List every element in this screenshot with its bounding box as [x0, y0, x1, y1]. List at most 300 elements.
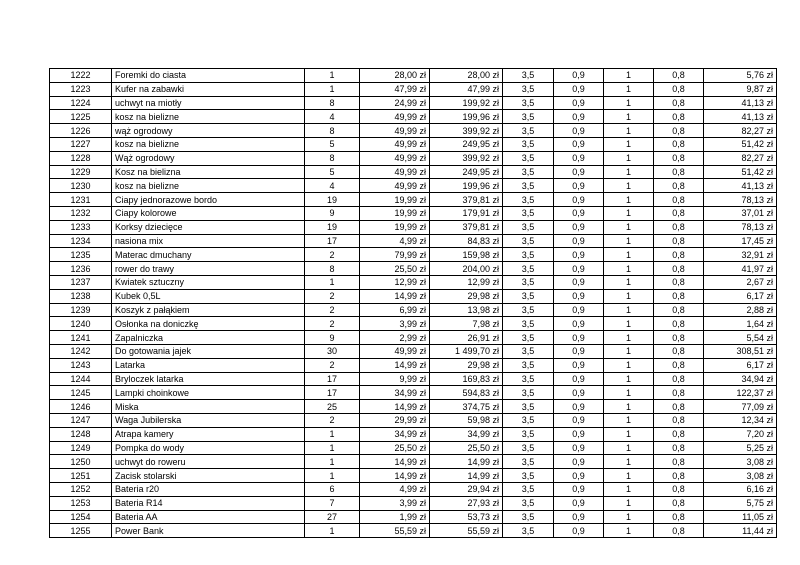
unit-price-cell: 49,99 zł — [360, 110, 430, 124]
factor-a-cell: 3,5 — [503, 206, 554, 220]
unit-price-cell: 14,99 zł — [360, 469, 430, 483]
total-price-cell: 29,98 zł — [430, 289, 503, 303]
factor-a-cell: 3,5 — [503, 482, 554, 496]
result-cell: 51,42 zł — [704, 137, 777, 151]
result-cell: 7,20 zł — [704, 427, 777, 441]
quantity-cell: 1 — [305, 275, 360, 289]
product-name-cell: Ciapy jednorazowe bordo — [112, 193, 305, 207]
table-row — [50, 469, 777, 483]
factor-b-cell: 0,9 — [554, 496, 604, 510]
quantity-cell: 4 — [305, 110, 360, 124]
result-cell: 77,09 zł — [704, 400, 777, 414]
quantity-cell: 9 — [305, 206, 360, 220]
unit-price-cell: 14,99 zł — [360, 400, 430, 414]
table-row — [50, 179, 777, 193]
quantity-cell: 1 — [305, 469, 360, 483]
unit-price-cell: 19,99 zł — [360, 220, 430, 234]
total-price-cell: 379,81 zł — [430, 193, 503, 207]
unit-price-cell: 49,99 zł — [360, 151, 430, 165]
product-name-cell: Bateria AA — [112, 510, 305, 524]
row-number-cell: 1227 — [50, 137, 112, 151]
table-row — [50, 248, 777, 262]
unit-price-cell: 49,99 zł — [360, 344, 430, 358]
total-price-cell: 249,95 zł — [430, 137, 503, 151]
unit-price-cell: 14,99 zł — [360, 455, 430, 469]
unit-price-cell: 25,50 zł — [360, 441, 430, 455]
unit-price-cell: 24,99 zł — [360, 96, 430, 110]
factor-d-cell: 0,8 — [654, 524, 704, 538]
data-table — [49, 68, 777, 538]
table-row — [50, 510, 777, 524]
factor-c-cell: 1 — [604, 386, 654, 400]
quantity-cell: 6 — [305, 482, 360, 496]
product-name-cell: kosz na bielizne — [112, 137, 305, 151]
unit-price-cell: 1,99 zł — [360, 510, 430, 524]
factor-b-cell: 0,9 — [554, 510, 604, 524]
product-name-cell: Atrapa kamery — [112, 427, 305, 441]
row-number-cell: 1240 — [50, 317, 112, 331]
result-cell: 1,64 zł — [704, 317, 777, 331]
unit-price-cell: 12,99 zł — [360, 275, 430, 289]
result-cell: 34,94 zł — [704, 372, 777, 386]
factor-a-cell: 3,5 — [503, 331, 554, 345]
factor-c-cell: 1 — [604, 524, 654, 538]
factor-a-cell: 3,5 — [503, 289, 554, 303]
total-price-cell: 13,98 zł — [430, 303, 503, 317]
product-name-cell: Lampki choinkowe — [112, 386, 305, 400]
result-cell: 5,76 zł — [704, 69, 777, 83]
unit-price-cell: 14,99 zł — [360, 289, 430, 303]
total-price-cell: 1 499,70 zł — [430, 344, 503, 358]
total-price-cell: 47,99 zł — [430, 82, 503, 96]
factor-b-cell: 0,9 — [554, 124, 604, 138]
quantity-cell: 1 — [305, 82, 360, 96]
row-number-cell: 1251 — [50, 469, 112, 483]
product-name-cell: Pompka do wody — [112, 441, 305, 455]
row-number-cell: 1224 — [50, 96, 112, 110]
factor-c-cell: 1 — [604, 151, 654, 165]
factor-a-cell: 3,5 — [503, 82, 554, 96]
factor-b-cell: 0,9 — [554, 400, 604, 414]
quantity-cell: 1 — [305, 455, 360, 469]
table-row — [50, 482, 777, 496]
factor-d-cell: 0,8 — [654, 482, 704, 496]
result-cell: 5,54 zł — [704, 331, 777, 345]
factor-b-cell: 0,9 — [554, 289, 604, 303]
factor-b-cell: 0,9 — [554, 248, 604, 262]
table-row — [50, 220, 777, 234]
table-row — [50, 137, 777, 151]
product-name-cell: Ciapy kolorowe — [112, 206, 305, 220]
factor-a-cell: 3,5 — [503, 441, 554, 455]
quantity-cell: 1 — [305, 69, 360, 83]
quantity-cell: 8 — [305, 124, 360, 138]
factor-d-cell: 0,8 — [654, 96, 704, 110]
factor-d-cell: 0,8 — [654, 510, 704, 524]
total-price-cell: 29,94 zł — [430, 482, 503, 496]
total-price-cell: 12,99 zł — [430, 275, 503, 289]
factor-d-cell: 0,8 — [654, 124, 704, 138]
factor-a-cell: 3,5 — [503, 151, 554, 165]
unit-price-cell: 2,99 zł — [360, 331, 430, 345]
unit-price-cell: 19,99 zł — [360, 193, 430, 207]
factor-d-cell: 0,8 — [654, 331, 704, 345]
row-number-cell: 1237 — [50, 275, 112, 289]
factor-d-cell: 0,8 — [654, 386, 704, 400]
quantity-cell: 9 — [305, 331, 360, 345]
table-row — [50, 303, 777, 317]
factor-d-cell: 0,8 — [654, 400, 704, 414]
total-price-cell: 199,96 zł — [430, 110, 503, 124]
factor-c-cell: 1 — [604, 289, 654, 303]
row-number-cell: 1236 — [50, 262, 112, 276]
product-name-cell: Do gotowania jajek — [112, 344, 305, 358]
factor-b-cell: 0,9 — [554, 344, 604, 358]
product-name-cell: Waga Jubilerska — [112, 413, 305, 427]
table-row — [50, 124, 777, 138]
total-price-cell: 169,83 zł — [430, 372, 503, 386]
table-row — [50, 206, 777, 220]
factor-b-cell: 0,9 — [554, 206, 604, 220]
factor-c-cell: 1 — [604, 220, 654, 234]
product-name-cell: Foremki do ciasta — [112, 69, 305, 83]
row-number-cell: 1233 — [50, 220, 112, 234]
row-number-cell: 1238 — [50, 289, 112, 303]
factor-d-cell: 0,8 — [654, 137, 704, 151]
factor-b-cell: 0,9 — [554, 386, 604, 400]
quantity-cell: 2 — [305, 413, 360, 427]
factor-c-cell: 1 — [604, 69, 654, 83]
factor-a-cell: 3,5 — [503, 317, 554, 331]
row-number-cell: 1241 — [50, 331, 112, 345]
factor-b-cell: 0,9 — [554, 151, 604, 165]
factor-a-cell: 3,5 — [503, 179, 554, 193]
result-cell: 6,17 zł — [704, 289, 777, 303]
product-name-cell: kosz na bielizne — [112, 110, 305, 124]
factor-c-cell: 1 — [604, 510, 654, 524]
factor-b-cell: 0,9 — [554, 82, 604, 96]
factor-c-cell: 1 — [604, 317, 654, 331]
row-number-cell: 1234 — [50, 234, 112, 248]
quantity-cell: 30 — [305, 344, 360, 358]
factor-b-cell: 0,9 — [554, 303, 604, 317]
result-cell: 5,75 zł — [704, 496, 777, 510]
factor-d-cell: 0,8 — [654, 455, 704, 469]
factor-d-cell: 0,8 — [654, 165, 704, 179]
factor-b-cell: 0,9 — [554, 234, 604, 248]
product-name-cell: Bateria r20 — [112, 482, 305, 496]
total-price-cell: 199,96 zł — [430, 179, 503, 193]
product-name-cell: Miska — [112, 400, 305, 414]
quantity-cell: 17 — [305, 386, 360, 400]
factor-a-cell: 3,5 — [503, 386, 554, 400]
product-name-cell: Latarka — [112, 358, 305, 372]
factor-c-cell: 1 — [604, 124, 654, 138]
factor-c-cell: 1 — [604, 427, 654, 441]
table-row — [50, 386, 777, 400]
row-number-cell: 1228 — [50, 151, 112, 165]
factor-d-cell: 0,8 — [654, 82, 704, 96]
table-row — [50, 496, 777, 510]
factor-d-cell: 0,8 — [654, 262, 704, 276]
result-cell: 78,13 zł — [704, 220, 777, 234]
quantity-cell: 1 — [305, 427, 360, 441]
factor-c-cell: 1 — [604, 206, 654, 220]
row-number-cell: 1243 — [50, 358, 112, 372]
total-price-cell: 14,99 zł — [430, 455, 503, 469]
unit-price-cell: 4,99 zł — [360, 482, 430, 496]
product-name-cell: Kufer na zabawki — [112, 82, 305, 96]
table-row — [50, 331, 777, 345]
unit-price-cell: 28,00 zł — [360, 69, 430, 83]
table-row — [50, 151, 777, 165]
row-number-cell: 1250 — [50, 455, 112, 469]
result-cell: 37,01 zł — [704, 206, 777, 220]
factor-c-cell: 1 — [604, 96, 654, 110]
result-cell: 32,91 zł — [704, 248, 777, 262]
factor-d-cell: 0,8 — [654, 234, 704, 248]
row-number-cell: 1239 — [50, 303, 112, 317]
factor-b-cell: 0,9 — [554, 524, 604, 538]
factor-b-cell: 0,9 — [554, 469, 604, 483]
total-price-cell: 249,95 zł — [430, 165, 503, 179]
factor-c-cell: 1 — [604, 496, 654, 510]
unit-price-cell: 49,99 zł — [360, 165, 430, 179]
result-cell: 11,44 zł — [704, 524, 777, 538]
unit-price-cell: 3,99 zł — [360, 496, 430, 510]
table-row — [50, 344, 777, 358]
factor-a-cell: 3,5 — [503, 510, 554, 524]
factor-c-cell: 1 — [604, 234, 654, 248]
unit-price-cell: 4,99 zł — [360, 234, 430, 248]
factor-a-cell: 3,5 — [503, 110, 554, 124]
result-cell: 51,42 zł — [704, 165, 777, 179]
factor-d-cell: 0,8 — [654, 69, 704, 83]
factor-b-cell: 0,9 — [554, 358, 604, 372]
factor-d-cell: 0,8 — [654, 151, 704, 165]
factor-a-cell: 3,5 — [503, 400, 554, 414]
result-cell: 82,27 zł — [704, 151, 777, 165]
row-number-cell: 1252 — [50, 482, 112, 496]
product-name-cell: Zapalniczka — [112, 331, 305, 345]
table-row — [50, 110, 777, 124]
row-number-cell: 1222 — [50, 69, 112, 83]
factor-b-cell: 0,9 — [554, 110, 604, 124]
quantity-cell: 1 — [305, 441, 360, 455]
factor-c-cell: 1 — [604, 331, 654, 345]
factor-c-cell: 1 — [604, 344, 654, 358]
table-row — [50, 317, 777, 331]
table-row — [50, 413, 777, 427]
result-cell: 78,13 zł — [704, 193, 777, 207]
table-row — [50, 82, 777, 96]
total-price-cell: 59,98 zł — [430, 413, 503, 427]
row-number-cell: 1255 — [50, 524, 112, 538]
quantity-cell: 2 — [305, 248, 360, 262]
unit-price-cell: 79,99 zł — [360, 248, 430, 262]
factor-b-cell: 0,9 — [554, 372, 604, 386]
result-cell: 41,13 zł — [704, 110, 777, 124]
row-number-cell: 1223 — [50, 82, 112, 96]
table-row — [50, 358, 777, 372]
product-name-cell: Kosz na bielizna — [112, 165, 305, 179]
factor-c-cell: 1 — [604, 179, 654, 193]
product-name-cell: Power Bank — [112, 524, 305, 538]
factor-c-cell: 1 — [604, 400, 654, 414]
quantity-cell: 17 — [305, 372, 360, 386]
factor-a-cell: 3,5 — [503, 372, 554, 386]
result-cell: 41,13 zł — [704, 96, 777, 110]
factor-c-cell: 1 — [604, 82, 654, 96]
factor-d-cell: 0,8 — [654, 469, 704, 483]
result-cell: 6,16 zł — [704, 482, 777, 496]
factor-a-cell: 3,5 — [503, 275, 554, 289]
quantity-cell: 1 — [305, 524, 360, 538]
factor-b-cell: 0,9 — [554, 179, 604, 193]
row-number-cell: 1253 — [50, 496, 112, 510]
result-cell: 3,08 zł — [704, 469, 777, 483]
total-price-cell: 28,00 zł — [430, 69, 503, 83]
factor-a-cell: 3,5 — [503, 469, 554, 483]
total-price-cell: 399,92 zł — [430, 151, 503, 165]
total-price-cell: 7,98 zł — [430, 317, 503, 331]
quantity-cell: 25 — [305, 400, 360, 414]
result-cell: 2,88 zł — [704, 303, 777, 317]
unit-price-cell: 49,99 zł — [360, 179, 430, 193]
row-number-cell: 1242 — [50, 344, 112, 358]
total-price-cell: 159,98 zł — [430, 248, 503, 262]
factor-d-cell: 0,8 — [654, 248, 704, 262]
row-number-cell: 1229 — [50, 165, 112, 179]
table-row — [50, 524, 777, 538]
total-price-cell: 55,59 zł — [430, 524, 503, 538]
factor-c-cell: 1 — [604, 469, 654, 483]
total-price-cell: 25,50 zł — [430, 441, 503, 455]
factor-d-cell: 0,8 — [654, 413, 704, 427]
factor-a-cell: 3,5 — [503, 137, 554, 151]
quantity-cell: 27 — [305, 510, 360, 524]
unit-price-cell: 19,99 zł — [360, 206, 430, 220]
total-price-cell: 379,81 zł — [430, 220, 503, 234]
factor-a-cell: 3,5 — [503, 248, 554, 262]
table-body — [50, 69, 777, 538]
quantity-cell: 19 — [305, 220, 360, 234]
table-row — [50, 193, 777, 207]
unit-price-cell: 9,99 zł — [360, 372, 430, 386]
row-number-cell: 1232 — [50, 206, 112, 220]
row-number-cell: 1245 — [50, 386, 112, 400]
factor-a-cell: 3,5 — [503, 455, 554, 469]
unit-price-cell: 29,99 zł — [360, 413, 430, 427]
total-price-cell: 204,00 zł — [430, 262, 503, 276]
factor-b-cell: 0,9 — [554, 275, 604, 289]
product-name-cell: uchwyt na miotły — [112, 96, 305, 110]
total-price-cell: 199,92 zł — [430, 96, 503, 110]
result-cell: 3,08 zł — [704, 455, 777, 469]
quantity-cell: 17 — [305, 234, 360, 248]
row-number-cell: 1230 — [50, 179, 112, 193]
unit-price-cell: 47,99 zł — [360, 82, 430, 96]
product-name-cell: Zacisk stolarski — [112, 469, 305, 483]
factor-a-cell: 3,5 — [503, 427, 554, 441]
factor-b-cell: 0,9 — [554, 317, 604, 331]
factor-c-cell: 1 — [604, 110, 654, 124]
quantity-cell: 8 — [305, 96, 360, 110]
factor-a-cell: 3,5 — [503, 413, 554, 427]
quantity-cell: 2 — [305, 317, 360, 331]
result-cell: 9,87 zł — [704, 82, 777, 96]
quantity-cell: 19 — [305, 193, 360, 207]
factor-d-cell: 0,8 — [654, 289, 704, 303]
row-number-cell: 1231 — [50, 193, 112, 207]
factor-a-cell: 3,5 — [503, 524, 554, 538]
factor-d-cell: 0,8 — [654, 358, 704, 372]
quantity-cell: 5 — [305, 137, 360, 151]
factor-d-cell: 0,8 — [654, 193, 704, 207]
factor-d-cell: 0,8 — [654, 220, 704, 234]
factor-a-cell: 3,5 — [503, 303, 554, 317]
product-name-cell: Wąż ogrodowy — [112, 151, 305, 165]
row-number-cell: 1249 — [50, 441, 112, 455]
factor-c-cell: 1 — [604, 441, 654, 455]
factor-b-cell: 0,9 — [554, 331, 604, 345]
quantity-cell: 4 — [305, 179, 360, 193]
row-number-cell: 1246 — [50, 400, 112, 414]
product-name-cell: uchwyt do roweru — [112, 455, 305, 469]
table-row — [50, 372, 777, 386]
result-cell: 11,05 zł — [704, 510, 777, 524]
result-cell: 5,25 zł — [704, 441, 777, 455]
factor-d-cell: 0,8 — [654, 179, 704, 193]
factor-b-cell: 0,9 — [554, 220, 604, 234]
product-name-cell: Kwiatek sztuczny — [112, 275, 305, 289]
factor-a-cell: 3,5 — [503, 262, 554, 276]
factor-c-cell: 1 — [604, 372, 654, 386]
factor-b-cell: 0,9 — [554, 69, 604, 83]
total-price-cell: 34,99 zł — [430, 427, 503, 441]
factor-b-cell: 0,9 — [554, 413, 604, 427]
factor-d-cell: 0,8 — [654, 206, 704, 220]
factor-d-cell: 0,8 — [654, 110, 704, 124]
quantity-cell: 2 — [305, 289, 360, 303]
table-row — [50, 96, 777, 110]
unit-price-cell: 6,99 zł — [360, 303, 430, 317]
result-cell: 41,97 zł — [704, 262, 777, 276]
total-price-cell: 179,91 zł — [430, 206, 503, 220]
row-number-cell: 1247 — [50, 413, 112, 427]
total-price-cell: 27,93 zł — [430, 496, 503, 510]
row-number-cell: 1244 — [50, 372, 112, 386]
factor-b-cell: 0,9 — [554, 455, 604, 469]
unit-price-cell: 14,99 zł — [360, 358, 430, 372]
factor-c-cell: 1 — [604, 137, 654, 151]
total-price-cell: 29,98 zł — [430, 358, 503, 372]
factor-c-cell: 1 — [604, 165, 654, 179]
result-cell: 122,37 zł — [704, 386, 777, 400]
table-row — [50, 400, 777, 414]
product-name-cell: rower do trawy — [112, 262, 305, 276]
factor-d-cell: 0,8 — [654, 303, 704, 317]
factor-d-cell: 0,8 — [654, 427, 704, 441]
total-price-cell: 26,91 zł — [430, 331, 503, 345]
factor-d-cell: 0,8 — [654, 441, 704, 455]
factor-b-cell: 0,9 — [554, 137, 604, 151]
factor-a-cell: 3,5 — [503, 165, 554, 179]
factor-c-cell: 1 — [604, 303, 654, 317]
factor-a-cell: 3,5 — [503, 69, 554, 83]
unit-price-cell: 34,99 zł — [360, 427, 430, 441]
factor-a-cell: 3,5 — [503, 344, 554, 358]
